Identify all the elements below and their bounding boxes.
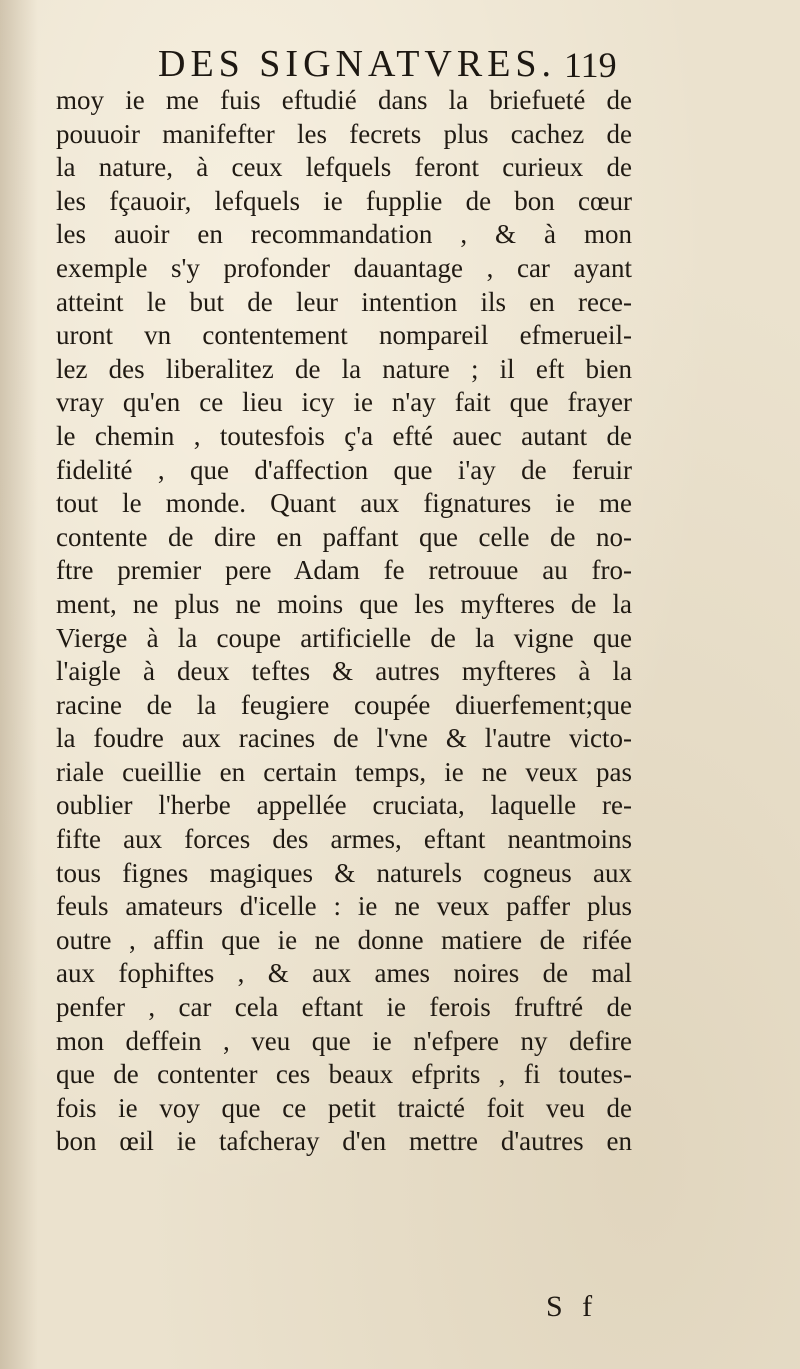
text-line: ment, ne plus ne moins que les myfteres de la xyxy=(56,588,632,619)
text-line: penfer , car cela eftant ie ferois fruftré de xyxy=(56,992,632,1023)
text-line: fois ie voy que ce petit traicté foit veu de xyxy=(56,1092,632,1123)
page-number: 119 xyxy=(564,45,617,85)
text-line: aux fophiftes , & aux ames noires de mal xyxy=(56,958,632,989)
text-line: fidelité , que d'affection que i'ay de feruir xyxy=(56,454,632,485)
text-line: exemple s'y profonder dauantage , car ayant xyxy=(56,252,632,283)
text-line: tout le monde. Quant aux fignatures ie me xyxy=(56,488,632,519)
text-line: vray qu'en ce lieu icy ie n'ay fait que frayer xyxy=(56,387,632,418)
body-text xyxy=(56,84,632,1159)
text-line: mon deffein , veu que ie n'efpere ny defire xyxy=(56,1025,632,1056)
text-line: bon œil ie tafcheray d'en mettre d'autres en xyxy=(56,1126,632,1157)
text-line: les fçauoir, lefquels ie fupplie de bon cœur xyxy=(56,185,632,216)
text-line: que de contenter ces beaux efprits , fi toutes- xyxy=(56,1059,632,1090)
text-line: la nature, à ceux lefquels feront curieux de xyxy=(56,152,632,183)
text-line: Vierge à la coupe artificielle de la vigne que xyxy=(56,622,632,653)
text-line: l'aigle à deux teftes & autres myfteres à la xyxy=(56,656,632,687)
text-line: racine de la feugiere coupée diuerfement;que xyxy=(56,689,632,720)
text-line: riale cueillie en certain temps, ie ne veux pas xyxy=(56,756,632,787)
text-line: le chemin , toutesfois ç'a efté auec autant de xyxy=(56,420,632,451)
text-line: la foudre aux racines de l'vne & l'autre victo- xyxy=(56,723,632,754)
text-line: les auoir en recommandation , & à mon xyxy=(56,219,632,250)
text-line: lez des liberalitez de la nature ; il eft bien xyxy=(56,353,632,384)
text-line: pouuoir manifefter les fecrets plus cachez de xyxy=(56,118,632,149)
signature-mark: S f xyxy=(546,1290,599,1323)
text-line: feuls amateurs d'icelle : ie ne veux paffer plus xyxy=(56,891,632,922)
text-line: fifte aux forces des armes, eftant neantmoins xyxy=(56,824,632,855)
text-line: ftre premier pere Adam fe retrouue au fro- xyxy=(56,555,632,586)
text-line: oublier l'herbe appellée cruciata, laquelle re- xyxy=(56,790,632,821)
text-line: contente de dire en paffant que celle de no- xyxy=(56,521,632,552)
text-line: moy ie me fuis eftudié dans la briefueté de xyxy=(56,85,632,115)
text-line: atteint le but de leur intention ils en rece- xyxy=(56,286,632,317)
running-title: DES SIGNATVRES. xyxy=(158,43,557,85)
text-line: tous fignes magiques & naturels cogneus aux xyxy=(56,857,632,888)
text-line: uront vn contentement nompareil efmerueil- xyxy=(56,320,632,351)
text-line: outre , affin que ie ne donne matiere de rifée xyxy=(56,924,632,955)
